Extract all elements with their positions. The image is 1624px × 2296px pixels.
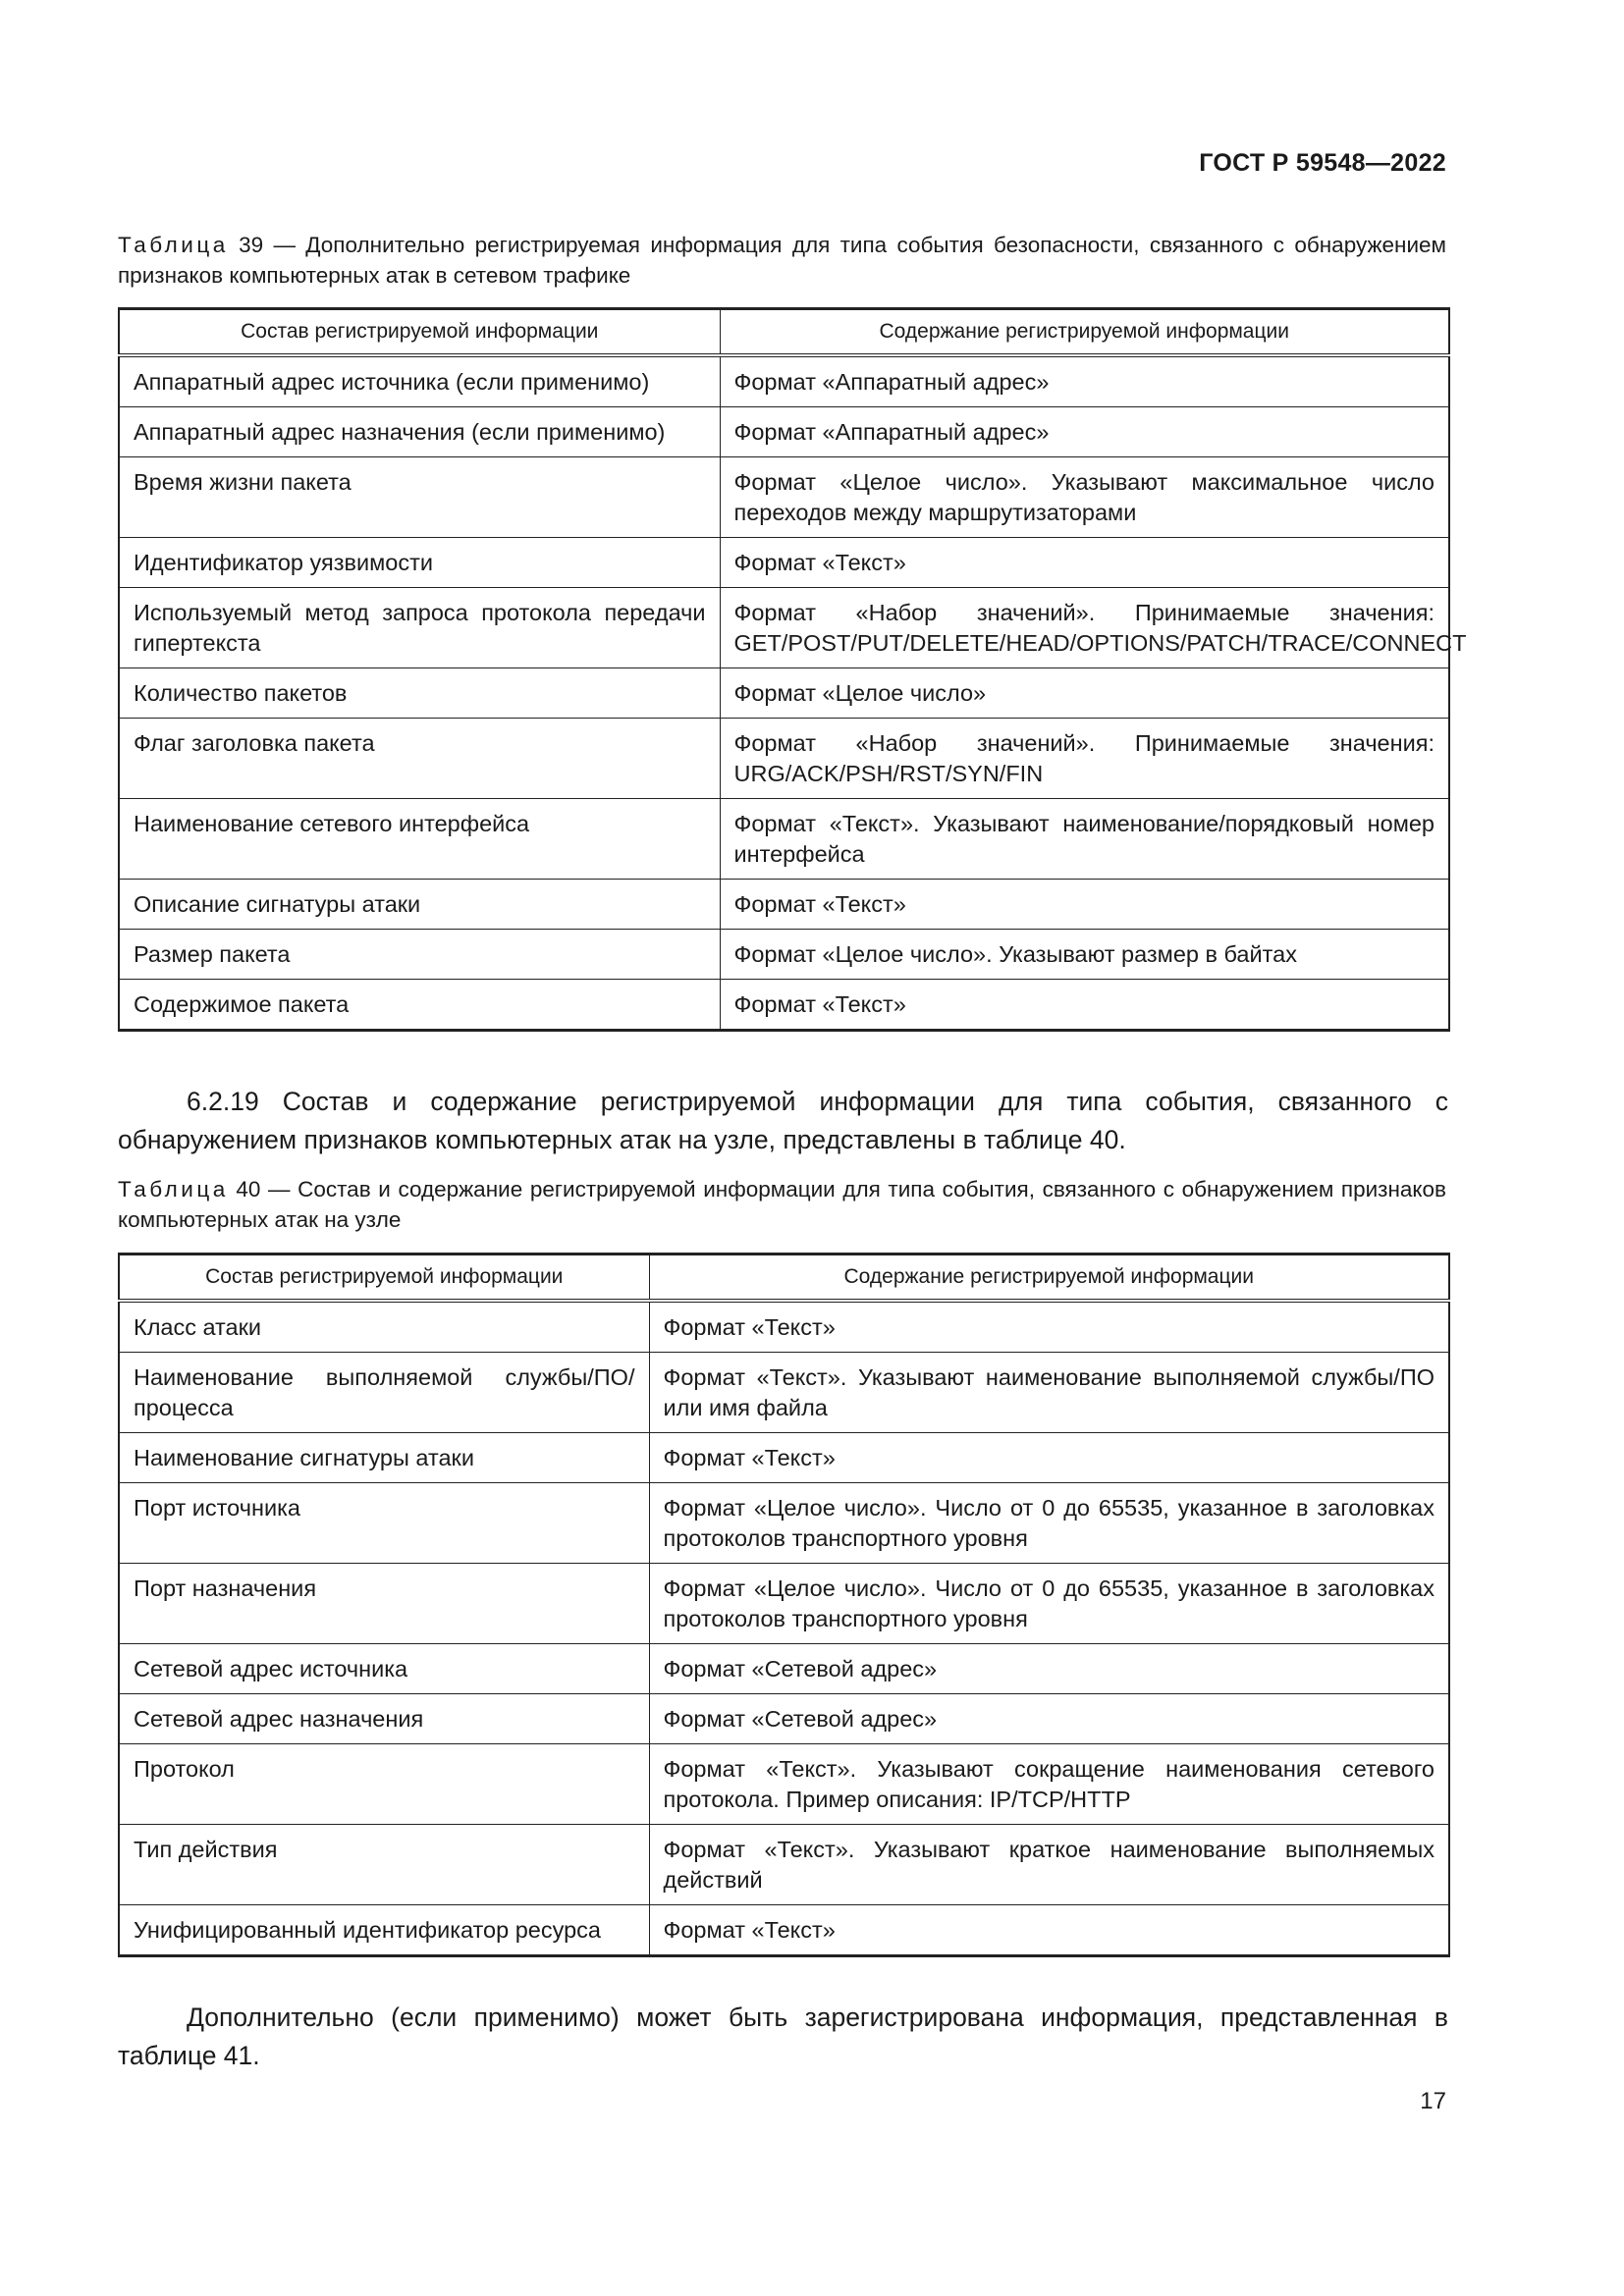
table-row [119, 1564, 1449, 1644]
cell-name: Порт источника [119, 1483, 649, 1564]
cell-name: Протокол [119, 1744, 649, 1825]
cell-name: Размер пакета [119, 930, 720, 980]
table-row [119, 538, 1449, 588]
cell-content: Формат «Набор значений». Принимаемые значения: URG/ACK/PSH/RST/SYN/FIN [720, 719, 1449, 799]
table-40-caption [118, 1174, 1446, 1235]
table-40-header-row [119, 1255, 1449, 1302]
cell-content: Формат «Сетевой адрес» [649, 1644, 1449, 1694]
cell-content: Формат «Текст». Указывают наименование/порядковый номер интерфейса [720, 799, 1449, 880]
cell-content: Формат «Текст» [720, 880, 1449, 930]
table-39-caption [118, 230, 1446, 291]
table-39-header-col2: Содержание регистрируемой информации [720, 309, 1449, 356]
table-39-header-row [119, 309, 1449, 356]
cell-name: Сетевой адрес источника [119, 1644, 649, 1694]
table-row [119, 588, 1449, 668]
cell-name: Наименование сетевого интерфейса [119, 799, 720, 880]
cell-name: Порт назначения [119, 1564, 649, 1644]
cell-content: Формат «Сетевой адрес» [649, 1694, 1449, 1744]
table-row [119, 457, 1449, 538]
cell-content: Формат «Целое число». Указывают размер в байтах [720, 930, 1449, 980]
cell-content: Формат «Целое число» [720, 668, 1449, 719]
cell-content: Формат «Текст» [649, 1433, 1449, 1483]
table-row [119, 880, 1449, 930]
cell-content: Формат «Текст» [720, 980, 1449, 1031]
table-40-caption-text: 40 — Состав и содержание регистрируемой информации для типа события, связанного с обнаружением признаков компьютерных атак на узле [118, 1177, 1446, 1232]
cell-name: Наименование выполняемой службы/ПО/процесса [119, 1353, 649, 1433]
table-40-header-col1: Состав регистрируемой информации [119, 1255, 649, 1302]
cell-name: Описание сигнатуры атаки [119, 880, 720, 930]
cell-name: Время жизни пакета [119, 457, 720, 538]
cell-content: Формат «Целое число». Указывают максимальное число переходов между маршрутизаторами [720, 457, 1449, 538]
cell-name: Идентификатор уязвимости [119, 538, 720, 588]
table-row [119, 1905, 1449, 1956]
table-40-caption-label: Таблица [118, 1177, 229, 1201]
cell-content: Формат «Аппаратный адрес» [720, 407, 1449, 457]
paragraph-additional: Дополнительно (если применимо) может быть зарегистрирована информация, представленная в таблице 41. [118, 2002, 1448, 2070]
table-row [119, 355, 1449, 407]
cell-content: Формат «Текст» [720, 538, 1449, 588]
cell-content: Формат «Аппаратный адрес» [720, 355, 1449, 407]
page-number: 17 [1420, 2088, 1446, 2114]
table-row [119, 930, 1449, 980]
cell-name: Класс атаки [119, 1301, 649, 1353]
cell-name: Аппаратный адрес назначения (если применимо) [119, 407, 720, 457]
cell-content: Формат «Текст». Указывают краткое наименование выполняемых действий [649, 1825, 1449, 1905]
table-row [119, 1644, 1449, 1694]
table-row [119, 407, 1449, 457]
table-39-caption-text: 39 — Дополнительно регистрируемая информация для типа события безопасности, связанного с обнаружением признаков компьютерных атак в сетевом трафике [118, 233, 1446, 288]
table-row [119, 1744, 1449, 1825]
cell-content: Формат «Целое число». Число от 0 до 65535, указанное в заголовках протоколов транспортного уровня [649, 1564, 1449, 1644]
cell-content: Формат «Текст» [649, 1301, 1449, 1353]
cell-name: Тип действия [119, 1825, 649, 1905]
cell-content: Формат «Набор значений». Принимаемые значения: GET/POST/PUT/DELETE/HEAD/OPTIONS/PATCH/TRACE/CONNECT [720, 588, 1449, 668]
cell-content: Формат «Текст». Указывают сокращение наименования сетевого протокола. Пример описания: IP/TCP/HTTP [649, 1744, 1449, 1825]
cell-name: Сетевой адрес назначения [119, 1694, 649, 1744]
cell-content: Формат «Текст» [649, 1905, 1449, 1956]
table-row [119, 1301, 1449, 1353]
table-40 [118, 1253, 1450, 1957]
paragraph-6-2-19: 6.2.19 Состав и содержание регистрируемой информации для типа события, связанного с обнаружением признаков компьютерных атак на узле, представлены в таблице 40. [118, 1087, 1448, 1154]
table-row [119, 1694, 1449, 1744]
cell-name: Количество пакетов [119, 668, 720, 719]
table-row [119, 719, 1449, 799]
table-row [119, 980, 1449, 1031]
cell-content: Формат «Текст». Указывают наименование выполняемой службы/ПО или имя файла [649, 1353, 1449, 1433]
table-row [119, 1433, 1449, 1483]
table-40-header-col2: Содержание регистрируемой информации [649, 1255, 1449, 1302]
cell-name: Содержимое пакета [119, 980, 720, 1031]
standard-header: ГОСТ Р 59548—2022 [1199, 149, 1446, 177]
table-row [119, 668, 1449, 719]
cell-name: Флаг заголовка пакета [119, 719, 720, 799]
table-39-header-col1: Состав регистрируемой информации [119, 309, 720, 356]
table-39 [118, 307, 1467, 1032]
cell-content: Формат «Целое число». Число от 0 до 65535, указанное в заголовках протоколов транспортного уровня [649, 1483, 1449, 1564]
cell-name: Унифицированный идентификатор ресурса [119, 1905, 649, 1956]
table-row [119, 799, 1449, 880]
table-row [119, 1825, 1449, 1905]
table-row [119, 1353, 1449, 1433]
table-row [119, 1483, 1449, 1564]
cell-name: Аппаратный адрес источника (если применимо) [119, 355, 720, 407]
cell-name: Наименование сигнатуры атаки [119, 1433, 649, 1483]
table-39-caption-label: Таблица [118, 233, 229, 257]
cell-name: Используемый метод запроса протокола передачи гипертекста [119, 588, 720, 668]
